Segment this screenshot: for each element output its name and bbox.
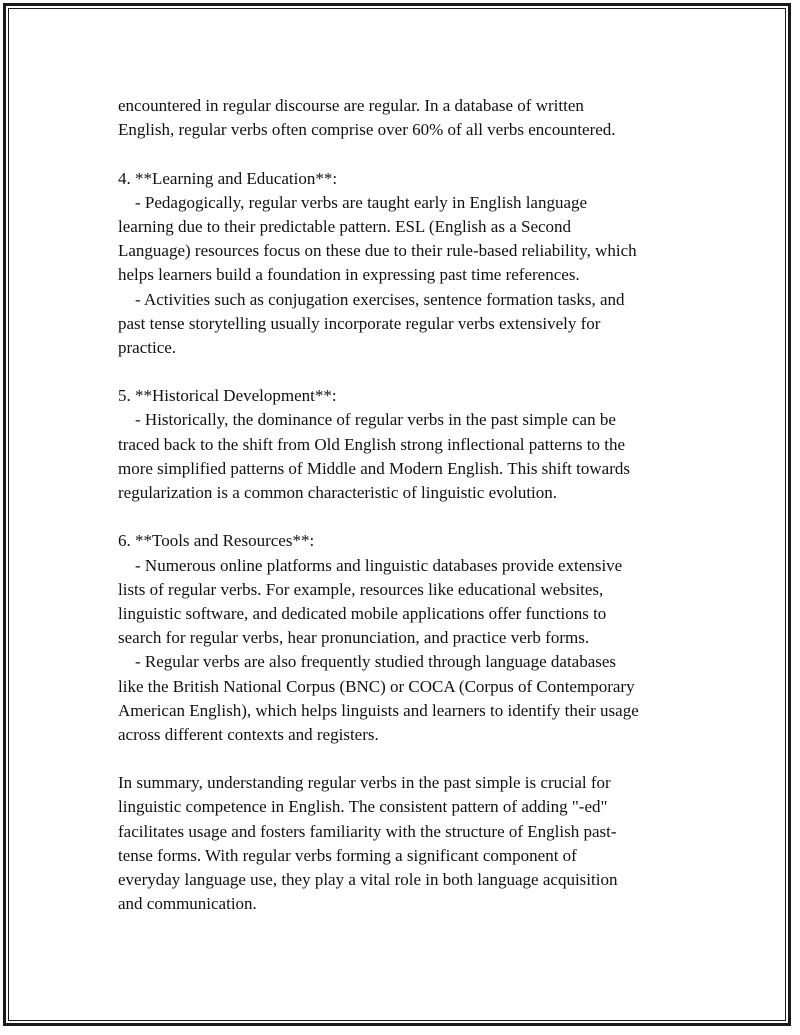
text-line: like the British National Corpus (BNC) or COCA (Corpus of Contemporary	[118, 676, 635, 696]
summary-line: facilitates usage and fosters familiarity with the structure of English past-	[118, 821, 617, 841]
text-line: Language) resources focus on these due to their rule-based reliability, which	[118, 241, 637, 261]
text-line: linguistic software, and dedicated mobile applications offer functions to	[118, 603, 607, 623]
section-heading-tools: 6. **Tools and Resources**:	[118, 531, 315, 551]
text-line: - Pedagogically, regular verbs are taught early in English language	[118, 192, 588, 212]
text-line: American English), which helps linguists and learners to identify their usage	[118, 700, 639, 720]
text-line: search for regular verbs, hear pronunciation, and practice verb forms.	[118, 628, 590, 648]
text-line: - Regular verbs are also frequently studied through language databases	[118, 652, 617, 672]
blank-line	[118, 142, 688, 166]
section-heading-learning: 4. **Learning and Education**:	[118, 168, 338, 188]
blank-line	[118, 505, 688, 529]
text-line: practice.	[118, 337, 177, 357]
blank-line	[118, 360, 688, 384]
text-line: regularization is a common characteristic of linguistic evolution.	[118, 483, 558, 502]
text-line: - Activities such as conjugation exercises, sentence formation tasks, and	[118, 289, 625, 309]
summary-line: In summary, understanding regular verbs in the past simple is crucial for	[118, 773, 611, 793]
document-body	[118, 94, 688, 916]
section-heading-historical: 5. **Historical Development**:	[118, 386, 337, 406]
text-line: across different contexts and registers.	[118, 724, 379, 744]
summary-line: linguistic competence in English. The consistent pattern of adding "-ed"	[118, 797, 608, 817]
text-line: learning due to their predictable pattern. ESL (English as a Second	[118, 216, 572, 236]
text-line: - Historically, the dominance of regular verbs in the past simple can be	[118, 410, 616, 430]
blank-line	[118, 747, 688, 771]
text-line: English, regular verbs often comprise over 60% of all verbs encountered.	[118, 120, 616, 140]
text-line: - Numerous online platforms and linguistic databases provide extensive	[118, 555, 623, 575]
text-line: more simplified patterns of Middle and Modern English. This shift towards	[118, 458, 630, 478]
text-line: traced back to the shift from Old English strong inflectional patterns to the	[118, 434, 626, 454]
summary-line: and communication.	[118, 894, 257, 914]
text-line: encountered in regular discourse are regular. In a database of written	[118, 96, 584, 115]
summary-line: everyday language use, they play a vital role in both language acquisition	[118, 870, 618, 889]
summary-line: tense forms. With regular verbs forming a significant component of	[118, 845, 577, 865]
text-line: lists of regular verbs. For example, resources like educational websites,	[118, 579, 604, 599]
text-line: past tense storytelling usually incorporate regular verbs extensively for	[118, 313, 601, 333]
text-line: helps learners build a foundation in expressing past time references.	[118, 265, 580, 285]
